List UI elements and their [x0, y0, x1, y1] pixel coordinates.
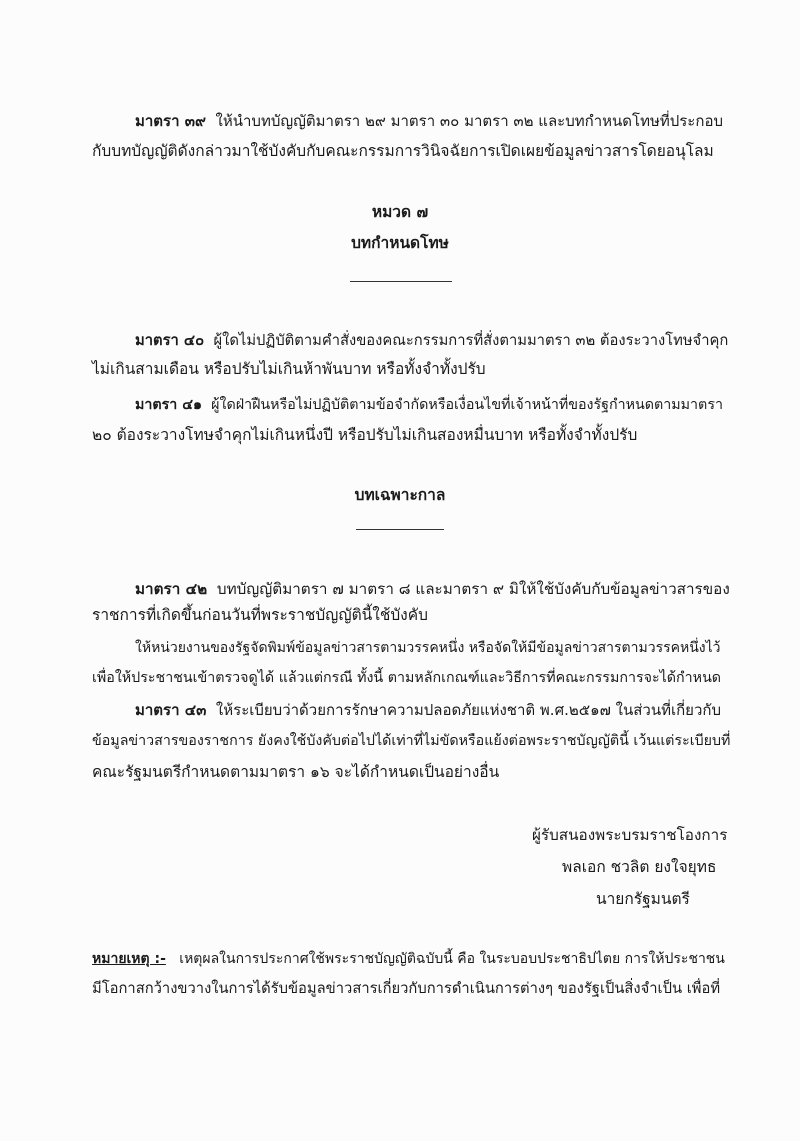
section-43-line-2: ข้อมูลข่าวสารของราชการ ยังคงใช้บังคับต่อไปได้เท่าที่ไม่ขัดหรือแย้งต่อพระราชบัญญัตินี้ เว้นแต่ระเบียบที่: [92, 733, 731, 749]
section-40-line-1: [135, 330, 728, 352]
section-42-line-2: ราชการที่เกิดขึ้นก่อนวันที่พระราชบัญญัตินี้ใช้บังคับ: [92, 606, 428, 624]
note-line-2: มีโอกาสกว้างขวางในการได้รับข้อมูลข่าวสารเกี่ยวกับการดำเนินการต่างๆ ของรัฐเป็นสิ่งจำเป็น เพื่อที่: [92, 980, 721, 997]
section-41-line-1: [135, 394, 723, 416]
section-42-para2-line-2: เพื่อให้ประชาชนเข้าตรวจดูได้ แล้วแต่กรณี ทั้งนี้ ตามหลักเกณฑ์และวิธีการที่คณะกรรมการจะได้กำหนด: [92, 670, 722, 686]
section-39-line-2: กับบทบัญญัติดังกล่าวมาใช้บังคับกับคณะกรรมการวินิจฉัยการเปิดเผยข้อมูลข่าวสารโดยอนุโลม: [92, 142, 714, 160]
signature-countersign: ผู้รับสนองพระบรมราชโองการ: [532, 826, 728, 844]
chapter-divider: [350, 281, 452, 282]
section-43-text-1: ให้ระเบียบว่าด้วยการรักษาความปลอดภัยแห่งชาติ พ.ศ.๒๕๑๗ ในส่วนที่เกี่ยวกับ: [215, 701, 721, 719]
signature-position: นายกรัฐมนตรี: [596, 890, 690, 908]
note-text-1: เหตุผลในการประกาศใช้พระราชบัญญัติฉบับนี้ คือ ในระบอบประชาธิปไตย การให้ประชาชน: [179, 951, 725, 967]
section-41-label: มาตรา ๔๑: [135, 397, 203, 413]
chapter-number: หมวด ๗: [371, 203, 429, 221]
section-40-line-2: ไม่เกินสามเดือน หรือปรับไม่เกินห้าพันบาท หรือทั้งจำทั้งปรับ: [92, 360, 486, 378]
section-43-line-1: [135, 699, 721, 721]
signature-name: พลเอก ชวลิต ยงใจยุทธ: [562, 858, 717, 876]
section-42-para2-line-1: ให้หน่วยงานของรัฐจัดพิมพ์ข้อมูลข่าวสารตามวรรคหนึ่ง หรือจัดให้มีข้อมูลข่าวสารตามวรรคหนึ่งไว้: [135, 640, 721, 656]
section-39-line-1: [135, 110, 723, 132]
section-40-label: มาตรา ๔๐: [135, 332, 205, 349]
section-43-line-3: คณะรัฐมนตรีกำหนดตามมาตรา ๑๖ จะได้กำหนดเป็นอย่างอื่น: [92, 763, 500, 781]
section-41-text-1: ผู้ใดฝ่าฝืนหรือไม่ปฏิบัติตามข้อจำกัดหรือเงื่อนไขที่เจ้าหน้าที่ของรัฐกำหนดตามมาตรา: [211, 397, 723, 413]
note-label: หมายเหตุ :-: [92, 951, 166, 967]
section-43-label: มาตรา ๔๓: [135, 701, 207, 719]
section-41-line-2: ๒๐ ต้องระวางโทษจำคุกไม่เกินหนึ่งปี หรือปรับไม่เกินสองหมื่นบาท หรือทั้งจำทั้งปรับ: [92, 426, 638, 444]
section-42-line-1: [135, 578, 730, 600]
section-39-text-1: ให้นำบทบัญญัติมาตรา ๒๙ มาตรา ๓๐ มาตรา ๓๒ และบทกำหนดโทษที่ประกอบ: [215, 112, 723, 130]
note-line-1: [92, 948, 725, 970]
transitory-divider: [356, 529, 444, 530]
section-39-label: มาตรา ๓๙: [135, 112, 206, 130]
chapter-title: บทกำหนดโทษ: [351, 234, 449, 252]
section-42-text-1: บทบัญญัติมาตรา ๗ มาตรา ๘ และมาตรา ๙ มิให้ใช้บังคับกับข้อมูลข่าวสารของ: [216, 580, 730, 598]
section-42-label: มาตรา ๔๒: [135, 580, 208, 598]
transitory-title: บทเฉพาะกาล: [354, 486, 446, 504]
section-40-text-1: ผู้ใดไม่ปฏิบัติตามคำสั่งของคณะกรรมการที่สั่งตามมาตรา ๓๒ ต้องระวางโทษจำคุก: [213, 332, 729, 349]
